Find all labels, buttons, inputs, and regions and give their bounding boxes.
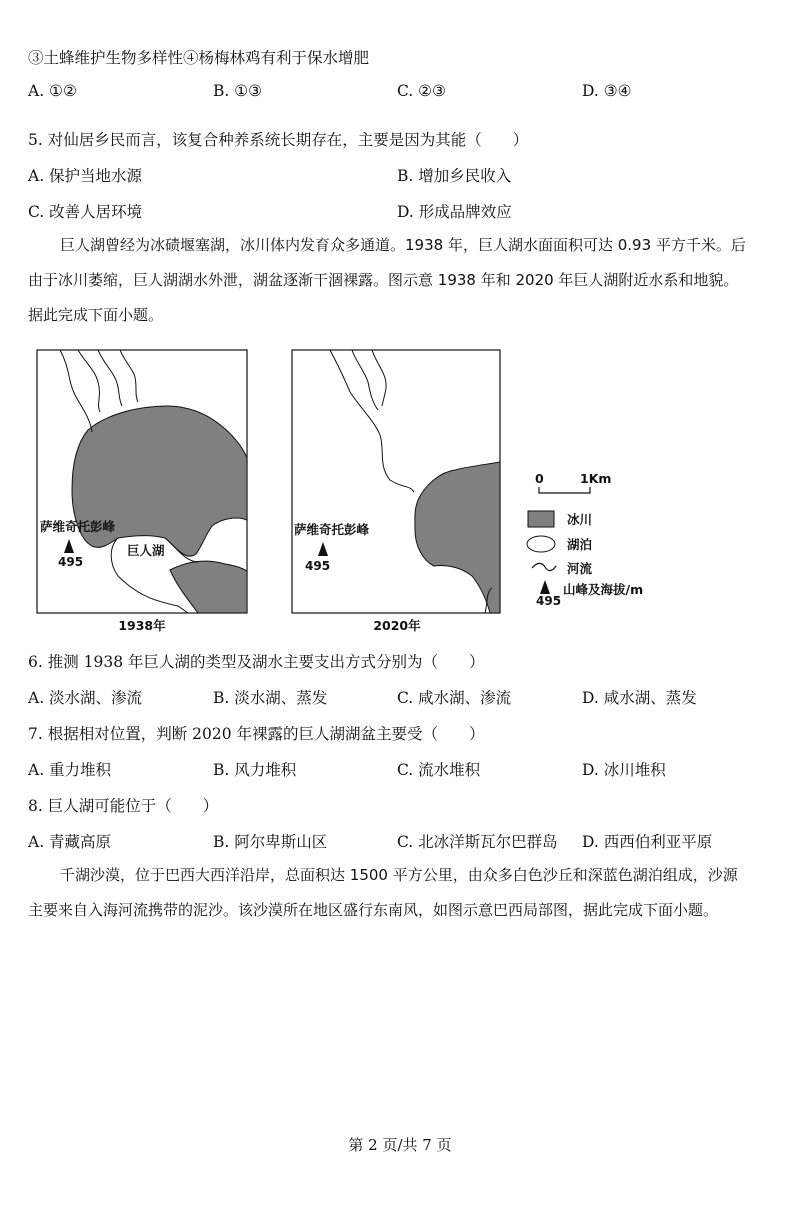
map-1938 — [37, 350, 247, 633]
q8-option-d[interactable]: D. 西西伯利亚平原 — [582, 833, 713, 851]
passage-desert — [28, 858, 773, 928]
map-2020 — [292, 350, 500, 633]
lake-label: 巨人湖 — [127, 543, 165, 558]
q7-option-a[interactable]: A. 重力堆积 — [28, 761, 112, 779]
scale-bar — [539, 487, 590, 493]
passage-line: 千湖沙漠，位于巴西大西洋沿岸，总面积达 1500 平方公里，由众多白色沙丘和深蓝色湖泊组成，沙源 — [60, 866, 738, 884]
q6-option-a[interactable]: A. 淡水湖、渗流 — [28, 689, 143, 707]
lake-legend-label: 湖泊 — [567, 537, 593, 552]
q8-option-b[interactable]: B. 阿尔卑斯山区 — [213, 833, 328, 851]
caption-2020: 2020年 — [373, 618, 421, 633]
lake-maps-figure — [0, 340, 800, 640]
river-legend-label: 河流 — [567, 561, 593, 576]
q6-option-c[interactable]: C. 咸水湖、渗流 — [397, 689, 512, 707]
scale-start-label: 0 — [535, 471, 544, 486]
q4-option-b[interactable]: B. ①③ — [213, 82, 263, 100]
passage-line: 巨人湖曾经为冰碛堰塞湖，冰川体内发育众多通道。1938 年，巨人湖水面面积可达 0.93 平方千米。后 — [60, 236, 746, 254]
peak-name-2020: 萨维奇托彭峰 — [294, 522, 370, 537]
q7-option-c[interactable]: C. 流水堆积 — [397, 761, 481, 779]
q8-stem: 8. 巨人湖可能位于（ ） — [28, 797, 219, 815]
lake-legend-swatch — [527, 536, 555, 552]
page-number: 第 2 页/共 7 页 — [348, 1136, 452, 1154]
river-legend-swatch — [532, 563, 556, 570]
peak-name-1938: 萨维奇托彭峰 — [40, 519, 116, 534]
caption-1938: 1938年 — [118, 618, 166, 633]
glacier-legend-swatch — [528, 511, 554, 527]
q5-option-d[interactable]: D. 形成品牌效应 — [397, 203, 512, 221]
q6-stem: 6. 推测 1938 年巨人湖的类型及湖水主要支出方式分别为（ ） — [28, 653, 485, 671]
q6-option-d[interactable]: D. 咸水湖、蒸发 — [582, 689, 697, 707]
passage-giant-lake — [28, 228, 773, 333]
peak-elevation-2020: 495 — [305, 559, 331, 573]
q7-option-d[interactable]: D. 冰川堆积 — [582, 761, 666, 779]
q4-option-c[interactable]: C. ②③ — [397, 82, 446, 100]
q7-stem: 7. 根据相对位置，判断 2020 年裸露的巨人湖湖盆主要受（ ） — [28, 725, 485, 743]
scale-end-label: 1Km — [580, 471, 612, 486]
q4-option-d[interactable]: D. ③④ — [582, 82, 632, 100]
q7-option-b[interactable]: B. 风力堆积 — [213, 761, 297, 779]
map-legend — [527, 471, 643, 608]
passage-line: 主要来自入海河流携带的泥沙。该沙漠所在地区盛行东南风，如图示意巴西局部图，据此完成下面小题。 — [28, 901, 719, 919]
q4-statement-tail: ③土蜂维护生物多样性④杨梅林鸡有利于保水增肥 — [28, 49, 370, 67]
q5-option-a[interactable]: A. 保护当地水源 — [28, 167, 143, 185]
passage-line: 据此完成下面小题。 — [28, 306, 164, 324]
q5-option-b[interactable]: B. 增加乡民收入 — [397, 167, 512, 185]
q4-option-a[interactable]: A. ①② — [28, 82, 77, 100]
glacier-legend-label: 冰川 — [567, 512, 593, 527]
q5-stem: 5. 对仙居乡民而言，该复合种养系统长期存在，主要是因为其能（ ） — [28, 131, 529, 149]
q5-option-c[interactable]: C. 改善人居环境 — [28, 203, 143, 221]
peak-legend-marker — [540, 580, 550, 594]
q8-option-c[interactable]: C. 北冰洋斯瓦尔巴群岛 — [397, 833, 558, 851]
q8-option-a[interactable]: A. 青藏高原 — [28, 833, 112, 851]
peak-elevation-1938: 495 — [58, 555, 84, 569]
passage-line: 由于冰川萎缩，巨人湖湖水外泄，湖盆逐渐干涸裸露。图示意 1938 年和 2020 年巨人湖附近水系和地貌。 — [28, 271, 739, 289]
peak-legend-label: 山峰及海拔/m — [563, 582, 644, 597]
peak-legend-elevation: 495 — [536, 594, 562, 608]
q6-option-b[interactable]: B. 淡水湖、蒸发 — [213, 689, 328, 707]
